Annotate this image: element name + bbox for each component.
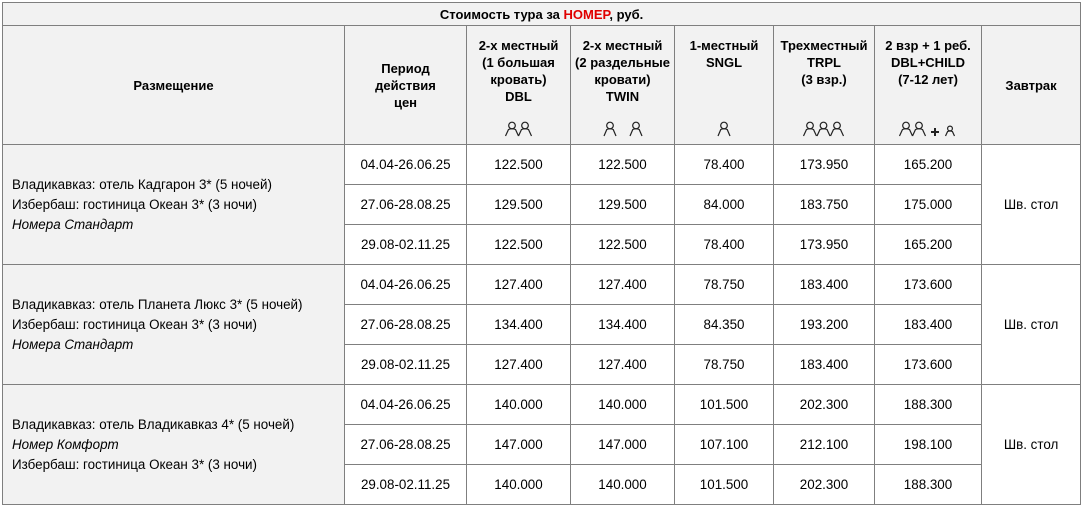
trpl-price: 183.400 (774, 345, 875, 385)
table-row (3, 265, 1081, 305)
twin-price: 140.000 (571, 385, 675, 425)
child-price: 198.100 (875, 425, 982, 465)
period-cell: 27.06-28.08.25 (345, 425, 467, 465)
header-twin-line-1: 2-х местный (582, 38, 663, 53)
header-child-line-2: DBL+CHILD (890, 55, 966, 70)
trpl-price: 212.100 (774, 425, 875, 465)
price-table (2, 2, 1081, 505)
header-child (875, 26, 982, 145)
dbl-price: 140.000 (467, 385, 571, 425)
period-cell: 27.06-28.08.25 (345, 185, 467, 225)
trpl-price: 173.950 (774, 145, 875, 185)
header-row (3, 26, 1081, 145)
child-price: 188.300 (875, 385, 982, 425)
twin-price: 122.500 (571, 225, 675, 265)
twin-price: 134.400 (571, 305, 675, 345)
twin-price: 140.000 (571, 465, 675, 505)
title-highlight: НОМЕР (563, 6, 610, 22)
header-dbl-line-2: (1 большая (482, 55, 555, 70)
hotel-line: Владикавказ: отель Планета Люкс 3* (5 ночей) (12, 296, 303, 312)
dbl-price: 127.400 (467, 345, 571, 385)
header-child-line-3: (7-12 лет) (898, 72, 958, 87)
child-price: 183.400 (875, 305, 982, 345)
two-separate-adults-icon (571, 120, 674, 137)
hotel-line: Избербаш: гостиница Океан 3* (3 ночи) (12, 456, 257, 472)
header-dbl-line-4: DBL (505, 89, 532, 104)
header-placement: Размещение (3, 26, 345, 145)
dbl-price: 122.500 (467, 225, 571, 265)
sngl-price: 101.500 (675, 465, 774, 505)
header-dbl (467, 26, 571, 145)
sngl-price: 101.500 (675, 385, 774, 425)
period-cell: 04.04-26.06.25 (345, 265, 467, 305)
trpl-price: 193.200 (774, 305, 875, 345)
twin-price: 127.400 (571, 345, 675, 385)
twin-price: 127.400 (571, 265, 675, 305)
sngl-price: 78.750 (675, 265, 774, 305)
header-twin (571, 26, 675, 145)
child-price: 173.600 (875, 345, 982, 385)
sngl-price: 78.750 (675, 345, 774, 385)
header-sngl-line-2: SNGL (705, 55, 743, 70)
table-row (3, 145, 1081, 185)
header-period-line-3: цен (393, 94, 418, 110)
child-price: 173.600 (875, 265, 982, 305)
hotel-cell (3, 265, 345, 385)
hotel-line: Владикавказ: отель Владикавказ 4* (5 ночей) (12, 416, 295, 432)
room-type: Номера Стандарт (12, 336, 134, 352)
trpl-price: 202.300 (774, 465, 875, 505)
hotel-cell (3, 385, 345, 505)
period-cell: 29.08-02.11.25 (345, 225, 467, 265)
period-cell: 29.08-02.11.25 (345, 465, 467, 505)
header-trpl-line-3: (3 взр.) (801, 72, 847, 87)
sngl-price: 78.400 (675, 145, 774, 185)
room-type: Номер Комфорт (12, 436, 119, 452)
dbl-price: 147.000 (467, 425, 571, 465)
header-twin-line-2: (2 раздельные (575, 55, 670, 70)
header-trpl-line-2: TRPL (807, 55, 841, 70)
header-child-line-1: 2 взр + 1 реб. (885, 38, 971, 53)
twin-price: 147.000 (571, 425, 675, 465)
period-cell: 27.06-28.08.25 (345, 305, 467, 345)
header-trpl (774, 26, 875, 145)
child-price: 188.300 (875, 465, 982, 505)
header-breakfast: Завтрак (982, 26, 1081, 145)
two-adults-plus-child-icon (875, 120, 981, 137)
breakfast-cell: Шв. стол (982, 385, 1081, 505)
three-adults-icon (774, 120, 874, 137)
header-period-line-2: действия (375, 77, 436, 93)
header-trpl-line-1: Трехместный (780, 38, 868, 53)
header-sngl (675, 26, 774, 145)
breakfast-cell: Шв. стол (982, 145, 1081, 265)
table-row (3, 385, 1081, 425)
dbl-price: 122.500 (467, 145, 571, 185)
header-dbl-line-1: 2-х местный (478, 38, 559, 53)
title-prefix: Стоимость тура за (439, 6, 564, 22)
hotel-line: Избербаш: гостиница Океан 3* (3 ночи) (12, 196, 257, 212)
period-cell: 29.08-02.11.25 (345, 345, 467, 385)
twin-price: 122.500 (571, 145, 675, 185)
two-adults-icon (467, 120, 570, 137)
dbl-price: 127.400 (467, 265, 571, 305)
header-dbl-line-3: кровать) (490, 72, 547, 87)
room-type: Номера Стандарт (12, 216, 134, 232)
header-period (345, 26, 467, 145)
twin-price: 129.500 (571, 185, 675, 225)
sngl-price: 78.400 (675, 225, 774, 265)
title-row (3, 3, 1081, 26)
dbl-price: 129.500 (467, 185, 571, 225)
trpl-price: 183.400 (774, 265, 875, 305)
hotel-line: Владикавказ: отель Кадгарон 3* (5 ночей) (12, 176, 272, 192)
period-cell: 04.04-26.06.25 (345, 385, 467, 425)
dbl-price: 134.400 (467, 305, 571, 345)
hotel-line: Избербаш: гостиница Океан 3* (3 ночи) (12, 316, 257, 332)
single-adult-icon (675, 120, 773, 137)
sngl-price: 107.100 (675, 425, 774, 465)
header-sngl-line-1: 1-местный (689, 38, 759, 53)
sngl-price: 84.000 (675, 185, 774, 225)
header-period-line-1: Период (381, 60, 430, 76)
breakfast-cell: Шв. стол (982, 265, 1081, 385)
table-title (3, 3, 1081, 26)
child-price: 165.200 (875, 145, 982, 185)
trpl-price: 183.750 (774, 185, 875, 225)
trpl-price: 173.950 (774, 225, 875, 265)
child-price: 165.200 (875, 225, 982, 265)
hotel-cell (3, 145, 345, 265)
header-twin-line-4: TWIN (605, 89, 640, 104)
child-price: 175.000 (875, 185, 982, 225)
dbl-price: 140.000 (467, 465, 571, 505)
header-twin-line-3: кровати) (594, 72, 651, 87)
period-cell: 04.04-26.06.25 (345, 145, 467, 185)
title-suffix: , руб. (609, 6, 644, 22)
trpl-price: 202.300 (774, 385, 875, 425)
sngl-price: 84.350 (675, 305, 774, 345)
